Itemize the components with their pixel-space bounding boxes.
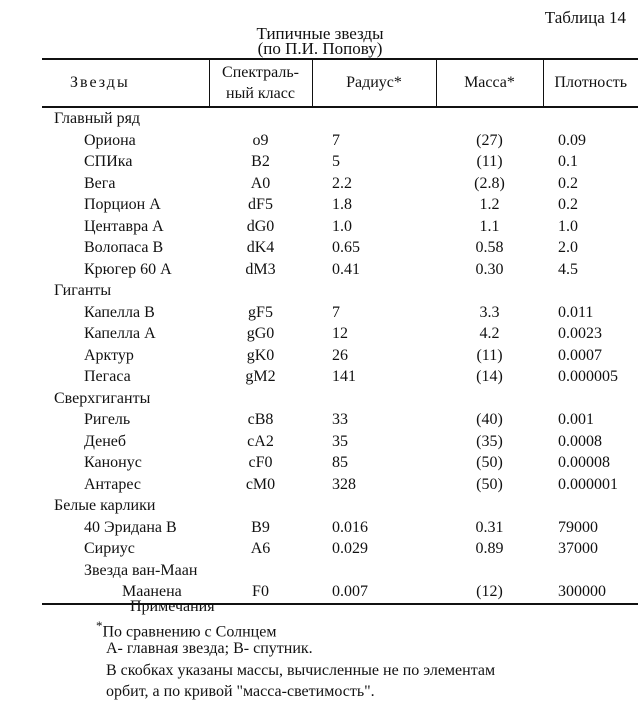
header-spectral-line1: Спектраль- [222,64,299,81]
radius-value: 0.016 [332,518,368,536]
star-name: Ориона [84,131,136,149]
density-value: 1.0 [558,217,578,235]
mass-value: (11) [476,153,503,170]
table-row [42,323,638,345]
note-comparison-text: По сравнению с Солнцем [102,623,277,641]
density-value: 0.011 [558,303,594,321]
density-value: 0.09 [558,131,586,149]
radius-value: 2.2 [332,174,352,192]
star-name: Сириус [84,540,135,557]
star-name: Денеб [84,432,127,450]
density-value: 0.2 [558,174,578,192]
radius-value: 7 [332,303,340,321]
star-name: Вега [84,174,116,192]
spectral-class: B9 [251,518,270,536]
spectral-class: gM2 [245,368,276,385]
mass-value: 0.58 [475,239,504,256]
radius-value: 35 [332,432,348,450]
spectral-class: A6 [250,540,271,557]
stars-table [42,58,638,605]
star-name: Арктур [84,346,134,364]
table-row [42,452,638,474]
group-name: Главный ряд [54,110,141,127]
radius-value: 1.0 [332,217,352,235]
table-body [42,107,638,604]
note-masses-line1: В скобках указаны массы, вычисленные не по элементам [106,662,496,679]
spectral-class: cA2 [247,432,274,450]
header-radius: Радиус* [312,59,436,107]
star-name: Ригель [84,411,131,428]
radius-value: 0.41 [332,260,360,278]
spectral-class: cB8 [247,411,274,428]
spectral-class: A0 [250,174,271,192]
table-row [42,345,638,367]
star-name: Канонус [84,454,142,471]
group-header-row [42,107,638,130]
table-row [42,517,638,539]
spectral-class: F0 [209,581,312,604]
density-value: 79000 [558,518,598,536]
mass-value: (50) [476,475,503,493]
mass-value: 1.2 [479,196,500,213]
note-star-mark: * [96,618,103,633]
mass-value: 4.2 [479,325,500,342]
spectral-class: cM0 [245,475,276,493]
spectral-class: dF5 [248,196,273,213]
star-name: СПИка [84,153,133,170]
spectral-class: dM3 [245,260,276,278]
note-comparison [96,618,276,641]
density-value: 300000 [543,581,638,604]
star-name: Капелла В [84,303,155,321]
radius-value: 26 [332,346,348,364]
density-value: 4.5 [558,260,578,278]
group-header-row [42,388,638,410]
notes-heading: Примечания [130,598,215,615]
table-row [42,431,638,453]
spectral-class: dK4 [246,239,275,256]
table-row [42,538,638,560]
star-name-line2: Маанена [42,581,209,604]
mass-value: (35) [476,432,503,450]
mass-value: (12) [436,581,543,604]
radius-value: 33 [332,411,348,428]
mass-value: 0.30 [475,260,504,278]
star-name: Волопаса В [84,239,164,256]
table-row [42,474,638,496]
radius-value: 85 [332,454,348,471]
table-row [42,237,638,259]
mass-value: (14) [476,368,503,385]
header-row [42,59,638,107]
header-spectral-class [209,59,312,107]
radius-value: 141 [332,368,356,385]
radius-value: 0.029 [332,540,368,557]
spectral-class: gG0 [246,325,275,342]
star-name: Центавра А [84,217,164,235]
table-subtitle: (по П.И. Попову) [257,39,383,58]
density-value: 37000 [558,540,598,557]
table-row [42,194,638,216]
table-number: Таблица 14 [544,8,626,27]
header-stars: Звезды [42,59,209,107]
table-row [42,560,638,582]
group-name: Сверхгиганты [54,389,151,407]
group-header-row [42,280,638,302]
mass-value: 3.3 [479,303,500,321]
mass-value: (11) [476,346,503,364]
density-value: 0.000001 [558,475,618,493]
radius-value: 7 [332,131,340,149]
density-value: 0.1 [558,153,578,170]
density-value: 0.0007 [558,346,602,364]
radius-value: 0.007 [312,581,436,604]
table-row [42,259,638,281]
radius-value: 5 [332,153,340,170]
star-name: Крюгер 60 А [84,260,172,278]
star-name-line1: Звезда ван-Маан [84,561,198,579]
mass-value: (50) [476,454,503,471]
note-masses-line2: орбит, а по кривой "масса-светимость". [106,683,375,700]
group-header-row [42,495,638,517]
star-name: Порцион А [84,196,161,213]
spectral-class: gF5 [248,303,273,321]
mass-value: (27) [476,131,503,149]
table-row [42,173,638,195]
group-name: Белые карлики [54,497,156,514]
radius-value: 1.8 [332,196,352,213]
density-value: 0.001 [558,411,594,428]
radius-value: 328 [332,475,356,493]
spectral-class: B2 [251,153,270,170]
density-value: 0.0008 [558,432,602,450]
star-name: Антарес [84,475,142,493]
mass-value: 0.89 [475,540,504,557]
header-density: Плотность [543,59,638,107]
table-row [42,302,638,324]
spectral-class: cF0 [248,454,273,471]
table-row [42,130,638,152]
density-value: 0.000005 [558,368,618,385]
group-name: Гиганты [54,282,112,299]
table-title: Типичные звезды [256,24,384,43]
radius-value: 12 [332,325,348,342]
density-value: 0.2 [558,196,578,213]
mass-value: (2.8) [474,174,505,192]
mass-value: 0.31 [475,518,504,536]
spectral-class: o9 [252,131,269,149]
density-value: 0.0023 [558,325,602,342]
star-name: 40 Эридана В [84,518,177,536]
mass-value: 1.1 [479,217,500,235]
table-row [42,216,638,238]
spectral-class: gK0 [246,346,275,364]
density-value: 0.00008 [558,454,610,471]
table-row [42,151,638,173]
radius-value: 0.65 [332,239,360,256]
note-components: А- главная звезда; В- спутник. [106,640,313,657]
table-row [42,366,638,388]
header-mass: Масса* [436,59,543,107]
header-spectral-line2: ный класс [226,85,295,102]
star-name: Пегаса [84,368,131,385]
star-name: Капелла А [84,325,156,342]
spectral-class: dG0 [246,217,275,235]
density-value: 2.0 [558,239,578,256]
mass-value: (40) [476,411,503,428]
table-row [42,409,638,431]
